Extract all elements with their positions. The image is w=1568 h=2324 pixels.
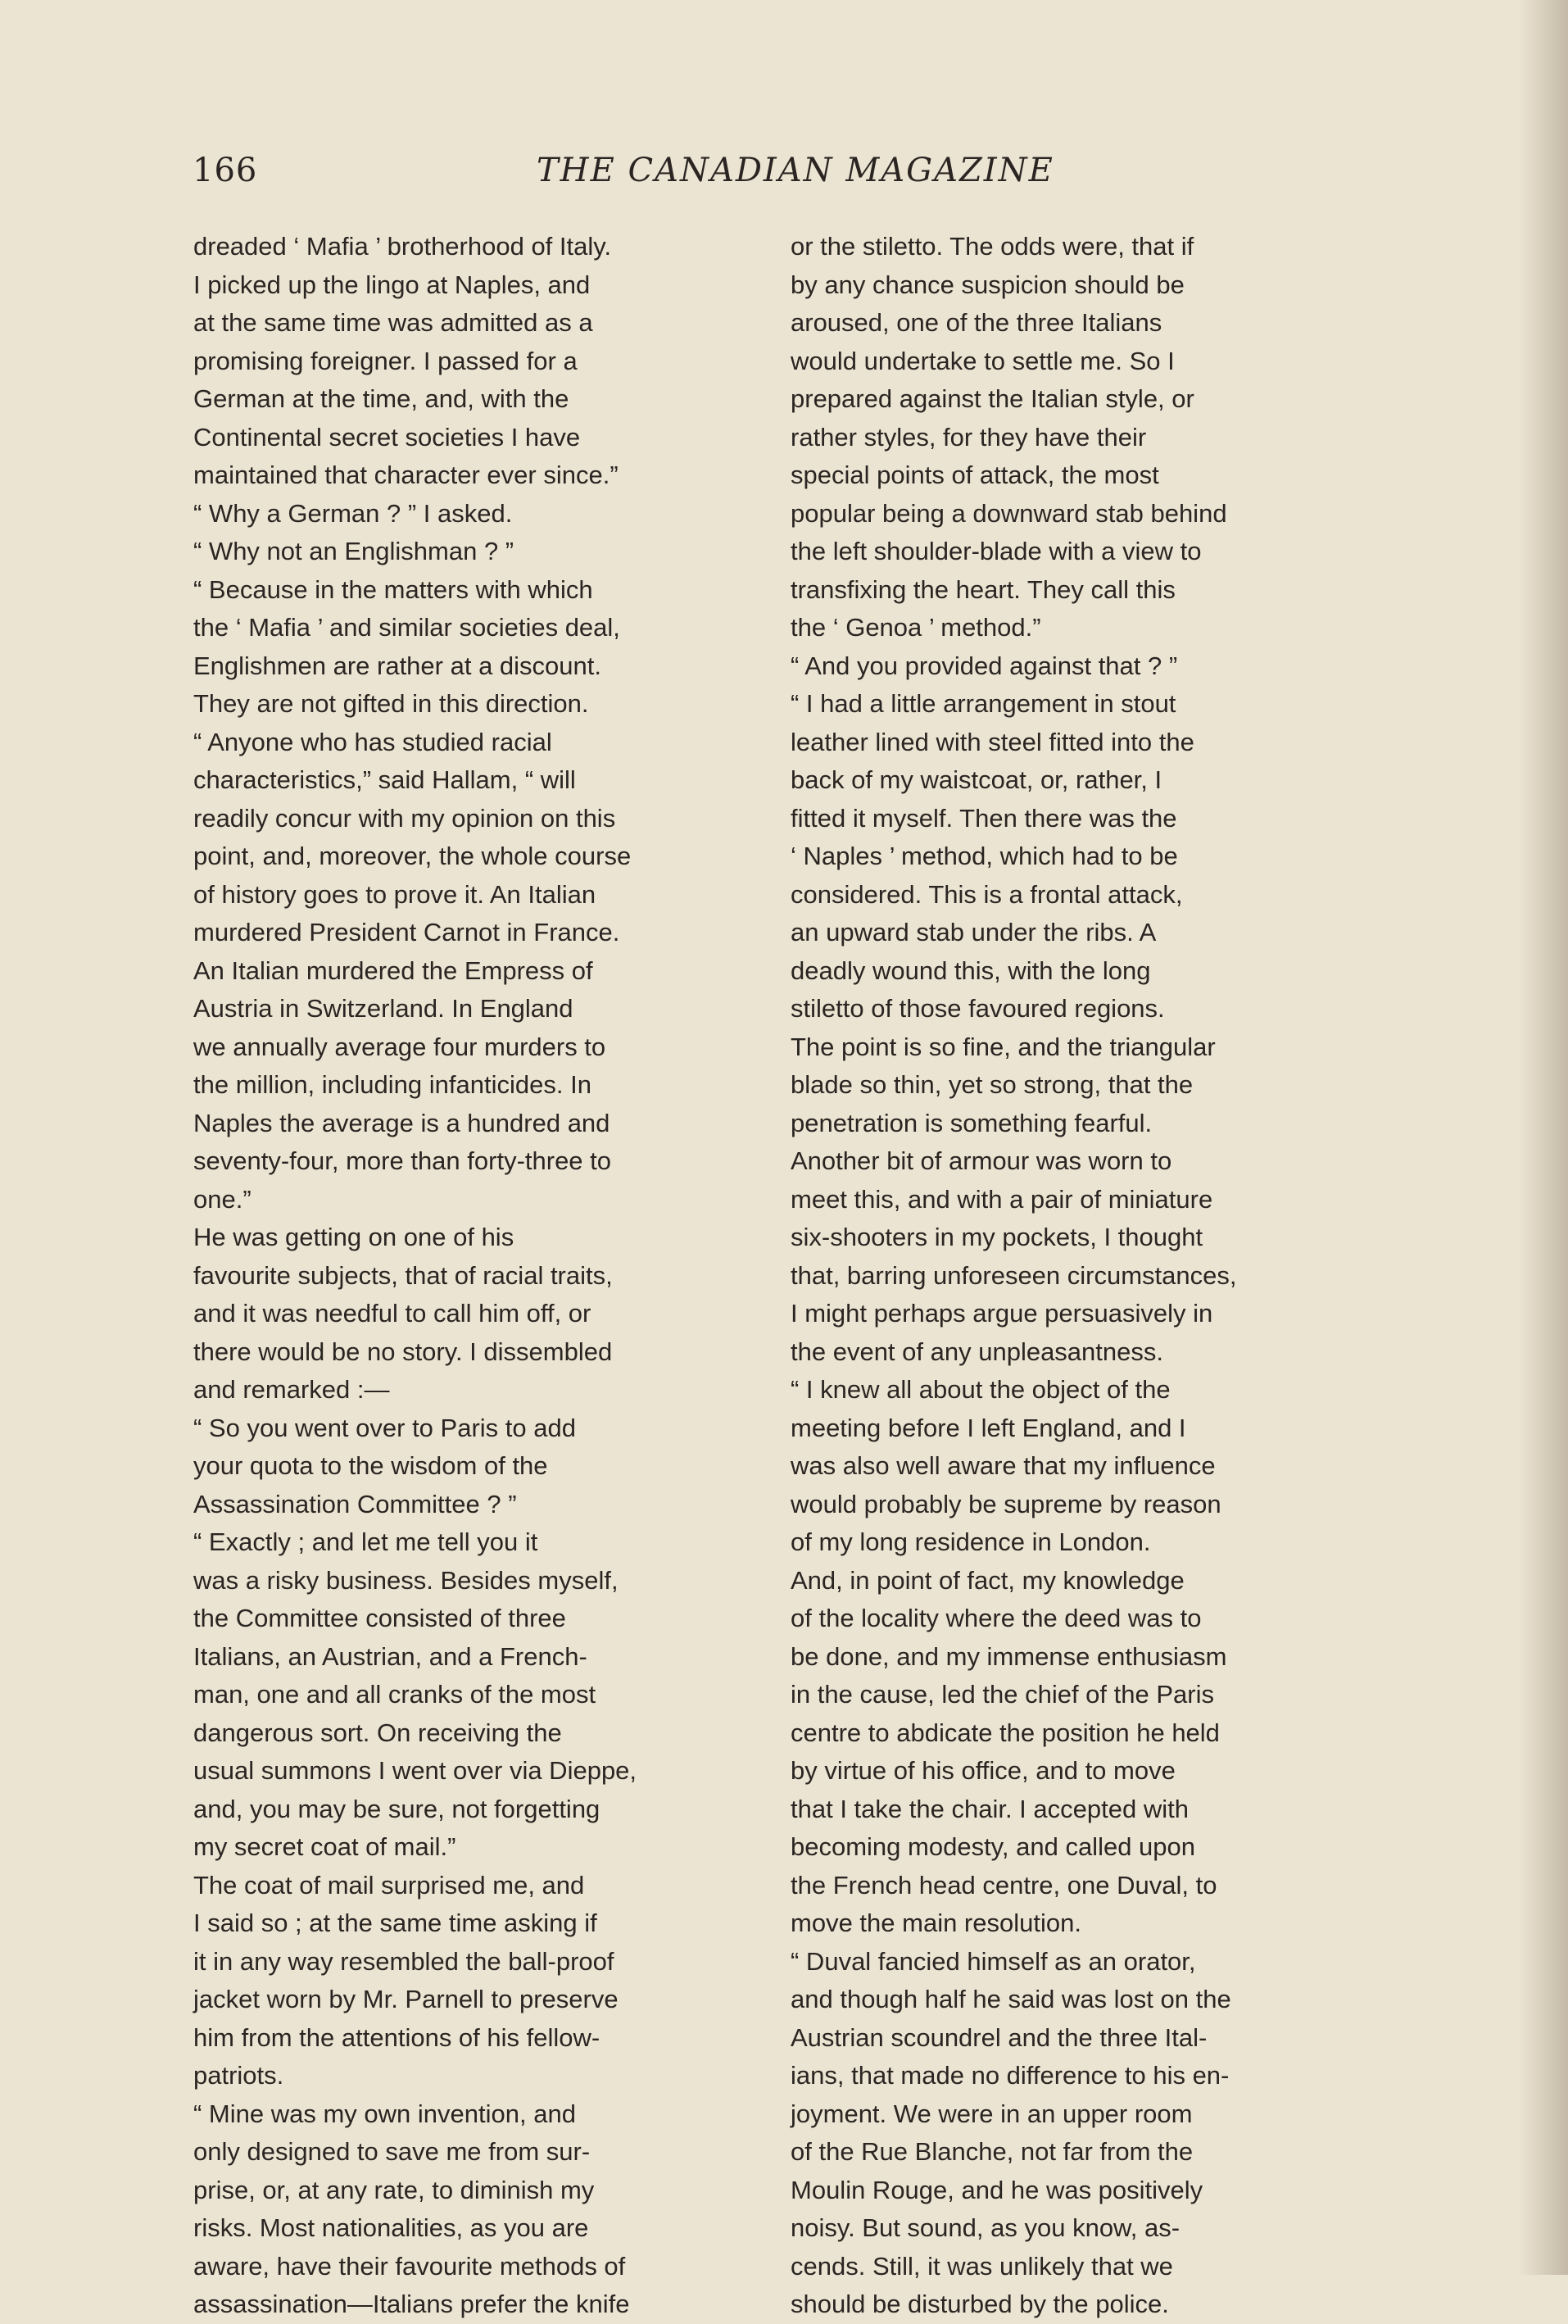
paragraph: “ Anyone who has studied racial characteristics,” said Hallam, “ will readily concur with my opinion on this point, and, moreover, the whole course of history goes to prove it. An Italian murdered President Carnot in France. An Italian murdered the Empress of Austria in Switzerland. In England we annually average four murders to the million, including infanticides. In Naples the average is a hundred and seventy-four, more than forty-three to one.” [193,727,632,1214]
paragraph: or the stiletto. The odds were, that if by any chance suspicion should be aroused, one of the three Italians would undertake to settle me. So I prepared against the Italian style, or rather styles, for they have their special points of attack, the most popular being a downward stab behind the left shoulder-blade with a view to transfixing the heart. They call this the ‘ Genoa ’ method.” [791,232,1227,642]
paragraph: “ And you provided against that ? ” [791,651,1178,680]
left-column [193,228,785,2324]
paragraph: “ I knew all about the object of the meeting before I left England, and I was also well aware that my influence would probably be supreme by reason of my long residence in London. And, in point of fact, my knowledge of the locality where the deed was to be done, and my immense enthusiasm in the cause, led the chief of the Paris centre to abdicate the position he held by virtue of his office, and to move that I take the chair. I accepted with becoming modesty, and called upon the French head centre, one Duval, to move the main resolution. [791,1375,1227,1937]
paragraph: “ I had a little arrangement in stout leather lined with steel fitted into the back of my waistcoat, or, rather, I fitted it myself. Then there was the ‘ Naples ’ method, which had to be considered. This is a frontal attack, an upward stab under the ribs. A deadly wound this, with the long stiletto of those favoured regions. The point is so fine, and the triangular blade so thin, yet so strong, that the penetration is something fearful. Another bit of armour was worn to meet this, and with a pair of miniature six-shooters in my pockets, I thought that, barring unforeseen circumstances, I might perhaps argue persuasively in the event of any unpleasantness. [791,689,1237,1366]
running-title: THE CANADIAN MAGAZINE [537,152,1054,189]
paragraph: “ Exactly ; and let me tell you it was a risky business. Besides myself, the Committee consisted of three Italians, an Austrian, and a French- man, one and all cranks of the most dangerous sort. On receiving the usual summons I went over via Dieppe, and, you may be sure, not forgetting my secret coat of mail.” [193,1527,637,1861]
page-edge-shadow [1519,0,1568,2275]
paragraph: He was getting on one of his favourite subjects, that of racial traits, and it was needful to call him off, or there would be no story. I dissembled and remarked :— [193,1223,613,1404]
page-number: 166 [193,152,258,189]
paragraph: dreaded ‘ Mafia ’ brotherhood of Italy. I picked up the lingo at Naples, and at the same time was admitted as a promising foreigner. I passed for a German at the time, and, with the Continental secret societies I have maintained that character ever since.” [193,232,619,489]
paragraph: “ So you went over to Paris to add your quota to the wisdom of the Assassination Committee ? ” [193,1413,576,1518]
paragraph: “ Because in the matters with which the ‘ Mafia ’ and similar societies deal, Englishmen are rather at a discount. They are not gifted in this direction. [193,574,620,718]
paragraph: “ Duval fancied himself as an orator, and though half he said was lost on the Austrian scoundrel and the three Ital- ians, that made no difference to his en- joyment. We were in an upper room of the Rue Blanche, not far from the Moulin Rouge, and he was positively noisy. But sound, as you know, as- cends. Still, it was unlikely that we should be disturbed by the police. [791,1946,1231,2318]
paragraph: The coat of mail surprised me, and I said so ; at the same time asking if it in any way resembled the ball-proof jacket worn by Mr. Parnell to preserve him from the attentions of his fellow- patriots. [193,1870,619,2090]
page-header [193,152,1417,201]
paragraph: “ Why a German ? ” I asked. “ Why not an Englishman ? ” [193,498,514,565]
right-column [791,228,1382,2324]
paragraph: “ Mine was my own invention, and only designed to save me from sur- prise, or, at any rate, to diminish my risks. Most nationalities, as you are aware, have their favourite methods of assassination—Italians prefer the knife [193,2099,630,2318]
